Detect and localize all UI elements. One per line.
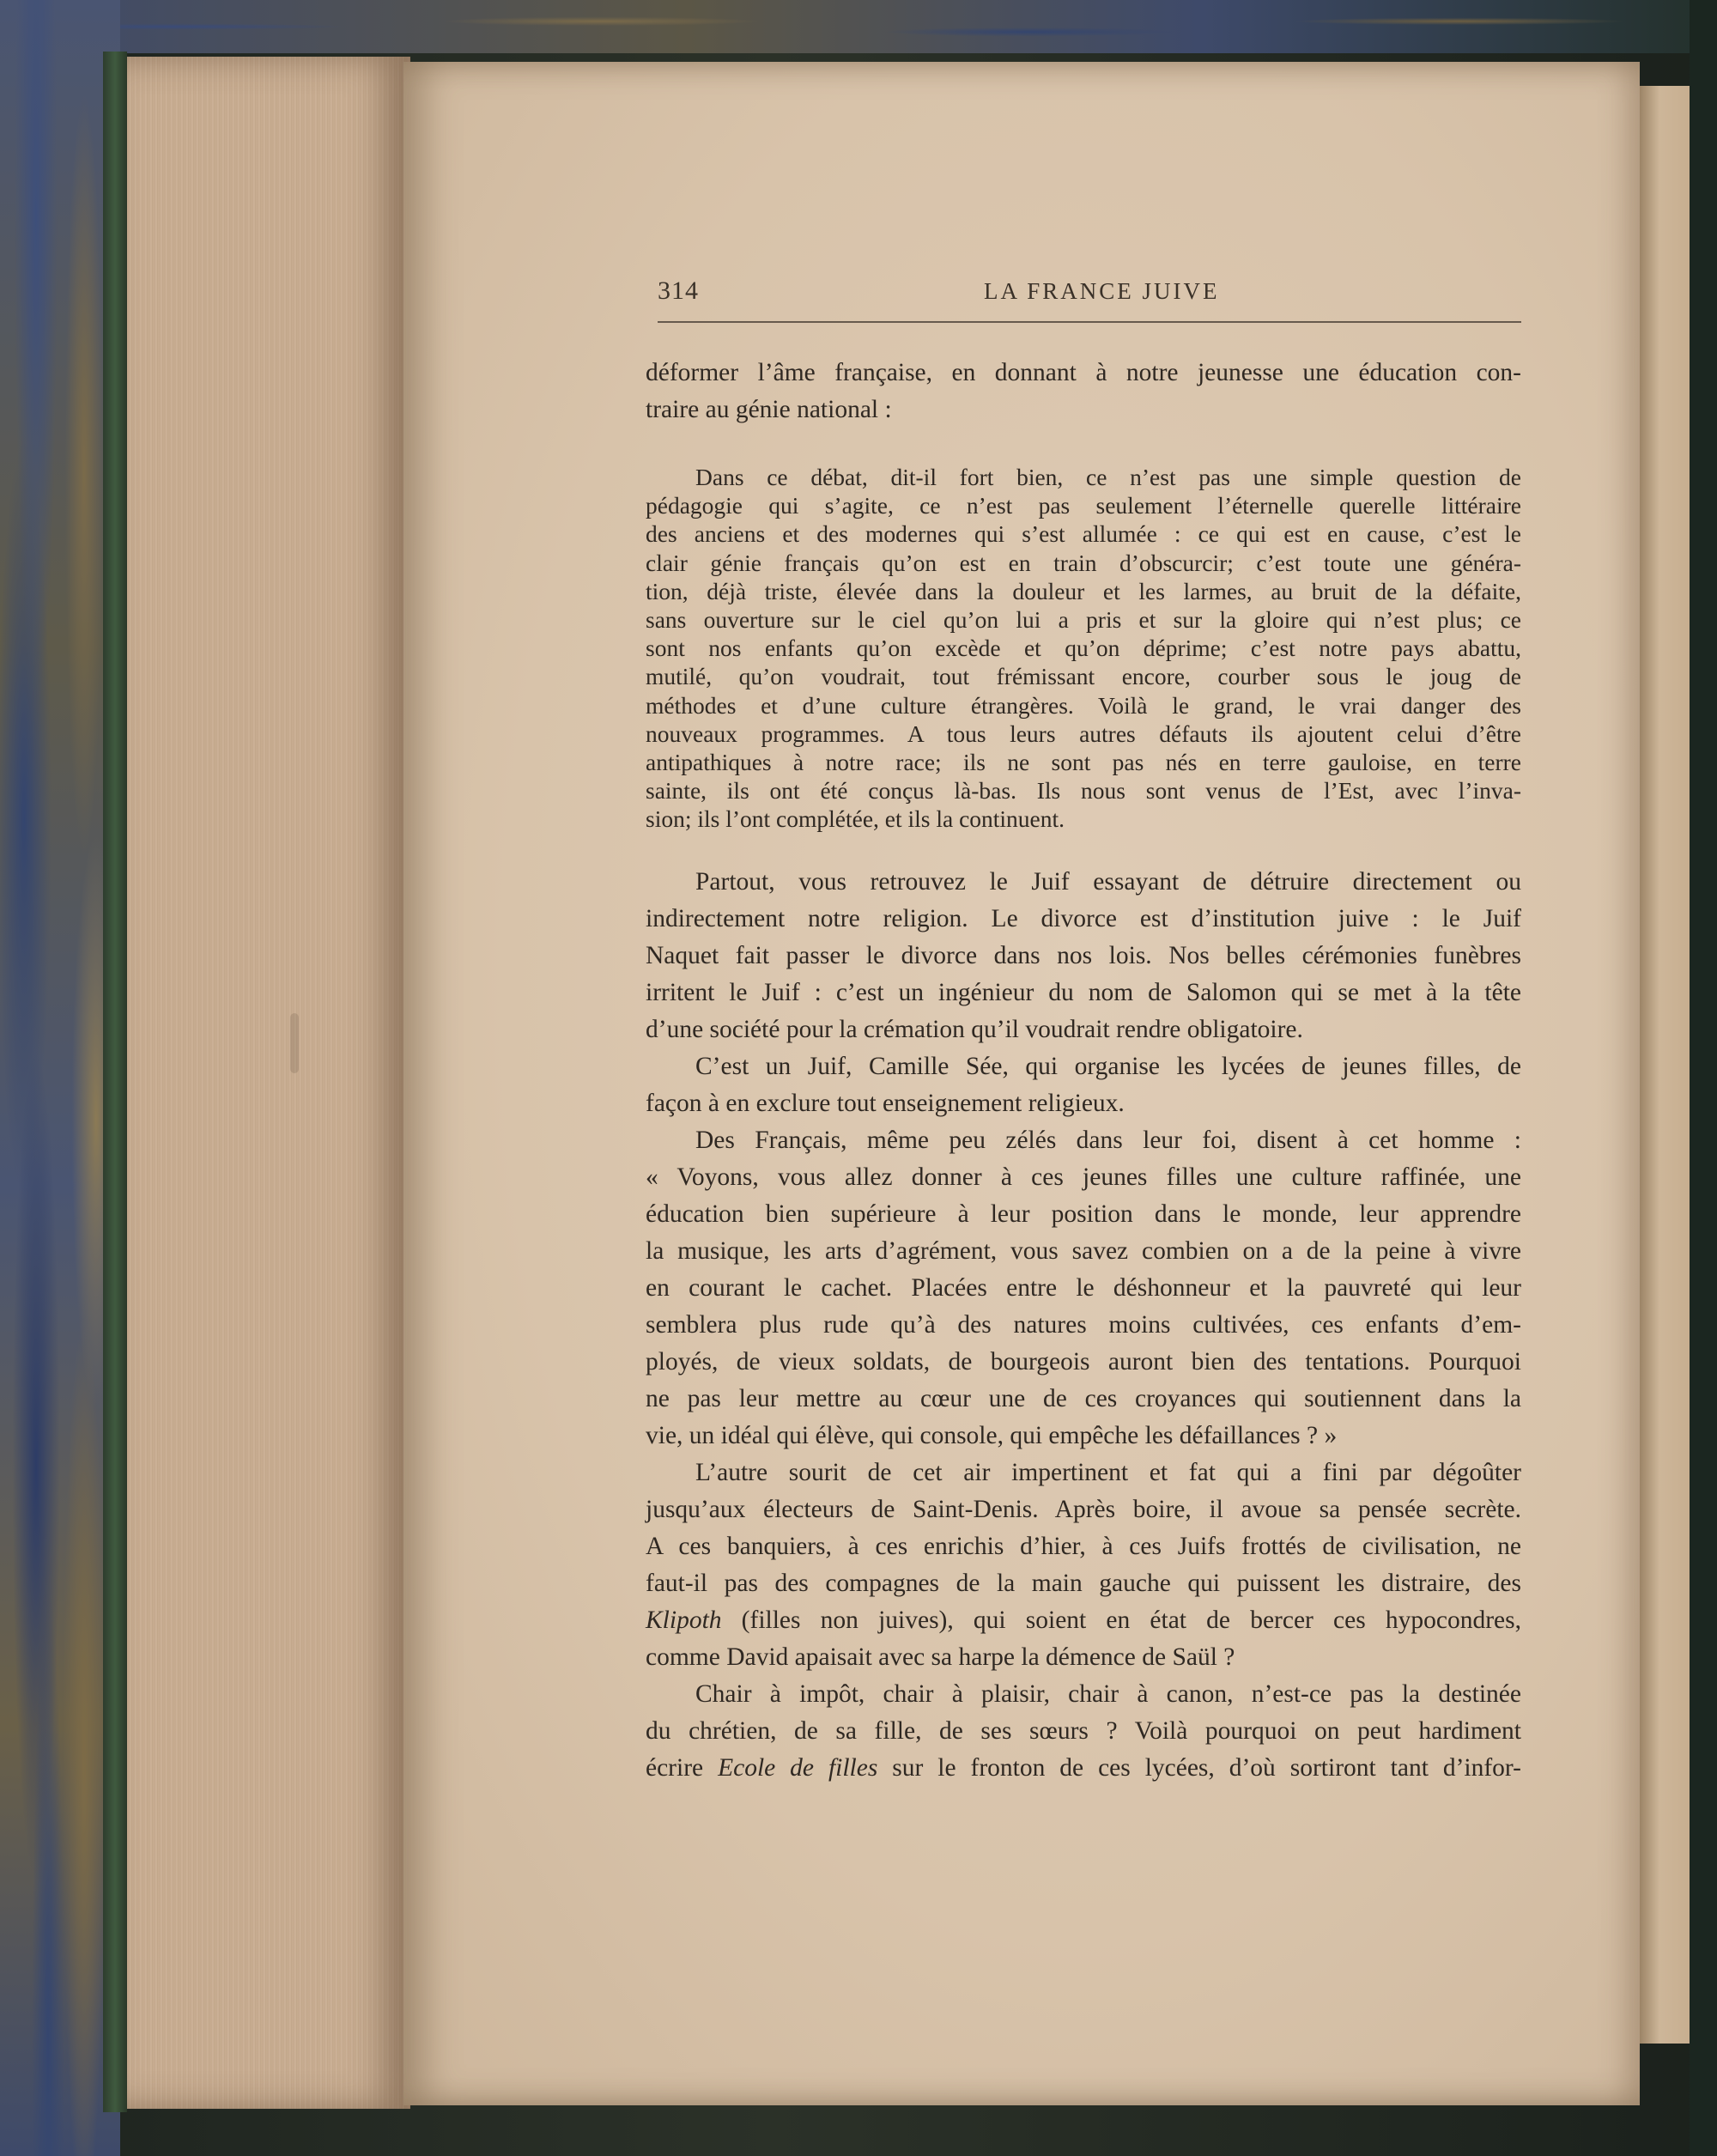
quote-line: sion; ils l’ont complétée, et ils la continuent. [646, 805, 1065, 833]
text-line: faut-il pas des compagnes de la main gauche qui puissent les distraire, des [646, 1570, 1521, 1597]
text-line: Chair à impôt, chair à plaisir, chair à canon, n’est-ce pas la destinée [695, 1680, 1521, 1708]
intro-paragraph [646, 355, 1521, 428]
quote-line: des anciens et des modernes qui s’est allumée : ce qui est en cause, c’est le [646, 520, 1521, 548]
text-line: déformer l’âme française, en donnant à notre jeunesse une éducation con- [646, 359, 1521, 386]
text-line-with-italic [646, 1602, 1521, 1639]
page-smudge [290, 1013, 299, 1073]
quote-line: mutilé, qu’on voudrait, tout frémissant encore, courber sous le joug de [646, 663, 1521, 690]
text-line: traire au génie national : [646, 396, 892, 423]
text-line: ployés, de vieux soldats, de bourgeois auront bien des tentations. Pourquoi [646, 1348, 1521, 1376]
paragraph-des-francais [646, 1122, 1521, 1455]
text-line: la musique, les arts d’agrément, vous savez combien on a de la peine à vivre [646, 1237, 1521, 1265]
header-rule [658, 321, 1521, 323]
right-cover-board [1690, 0, 1717, 2156]
text-line: « Voyons, vous allez donner à ces jeunes filles une culture raffinée, une [646, 1163, 1521, 1191]
text-line: Des Français, même peu zélés dans leur foi, disent à cet homme : [695, 1127, 1521, 1154]
paragraph-camille-see [646, 1048, 1521, 1122]
page-number: 314 [658, 276, 699, 305]
paragraph-chair [646, 1676, 1521, 1787]
page-stack-edge [127, 57, 410, 2109]
paragraph-partout [646, 864, 1521, 1048]
paragraph-l-autre [646, 1455, 1521, 1676]
marbled-cover-left [0, 0, 120, 2156]
text-line-with-italic [646, 1750, 1521, 1787]
marbled-cover-top [0, 0, 1717, 53]
quote-line: pédagogie qui s’agite, ce n’est pas seulement l’éternelle querelle littéraire [646, 492, 1521, 519]
next-page-edge [1640, 86, 1690, 2044]
text-line: d’une société pour la crémation qu’il voudrait rendre obligatoire. [646, 1016, 1303, 1043]
quote-line: nouveaux programmes. A tous leurs autres défauts ils ajoutent celui d’être [646, 720, 1521, 747]
text-line: irritent le Juif : c’est un ingénieur du nom de Salomon qui se met à la tête [646, 979, 1521, 1006]
text-line: indirectement notre religion. Le divorce est d’institution juive : le Juif [646, 905, 1521, 932]
italic-word-klipoth: Klipoth [646, 1606, 722, 1634]
text-line: jusqu’aux électeurs de Saint-Denis. Après boire, il avoue sa pensée secrète. [646, 1496, 1521, 1523]
italic-phrase-ecole-de-filles: Ecole de filles [718, 1754, 878, 1782]
text-line: comme David apaisait avec sa harpe la démence de Saül ? [646, 1643, 1235, 1671]
text-line: A ces banquiers, à ces enrichis d’hier, à ces Juifs frottés de civilisation, ne [646, 1533, 1521, 1560]
quote-line: clair génie français qu’on est en train d’obscurcir; c’est toute une généra- [646, 549, 1521, 576]
text-line: éducation bien supérieure à leur position dans le monde, leur apprendre [646, 1200, 1521, 1228]
text-line: Partout, vous retrouvez le Juif essayant de détruire directement ou [695, 868, 1521, 896]
text-line: en courant le cachet. Placées entre le déshonneur et la pauvreté qui leur [646, 1274, 1521, 1302]
text-line: façon à en exclure tout enseignement religieux. [646, 1090, 1125, 1117]
quote-line: sans ouverture sur le ciel qu’on lui a pris et sur la gloire qui n’est plus; ce [646, 606, 1521, 634]
text-line-start: écrire [646, 1754, 719, 1782]
running-title: LA FRANCE JUIVE [984, 278, 1220, 304]
text-line: semblera plus rude qu’à des natures moins cultivées, ces enfants d’em- [646, 1311, 1521, 1339]
text-line: du chrétien, de sa fille, de ses sœurs ? Voilà pourquoi on peut hardiment [646, 1717, 1521, 1745]
text-line-end: sur le fronton de ces lycées, d’où sortiront tant d’infor- [877, 1754, 1521, 1782]
quote-line: sainte, ils ont été conçus là-bas. Ils nous sont venus de l’Est, avec l’inva- [646, 777, 1521, 805]
text-line: L’autre sourit de cet air impertinent et fat qui a fini par dégoûter [695, 1459, 1521, 1486]
cover-spine-edge [103, 52, 127, 2112]
quote-line: antipathiques à notre race; ils ne sont pas nés en terre gauloise, en terre [646, 749, 1521, 776]
block-quote [646, 463, 1521, 834]
quote-line: Dans ce débat, dit-il fort bien, ce n’est pas une simple question de [695, 464, 1521, 490]
text-line: Naquet fait passer le divorce dans nos lois. Nos belles cérémonies funèbres [646, 942, 1521, 969]
text-line: C’est un Juif, Camille Sée, qui organise les lycées de jeunes filles, de [695, 1053, 1521, 1080]
text-line: ne pas leur mettre au cœur une de ces croyances qui soutiennent dans la [646, 1385, 1521, 1412]
quote-line: méthodes et d’une culture étrangères. Voilà le grand, le vrai danger des [646, 691, 1521, 719]
text-line: vie, un idéal qui élève, qui console, qui empêche les défaillances ? » [646, 1422, 1338, 1449]
quote-line: sont nos enfants qu’on excède et qu’on déprime; c’est notre pays abattu, [646, 635, 1521, 662]
quote-line: tion, déjà triste, élevée dans la douleur et les larmes, au bruit de la défaite, [646, 577, 1521, 604]
text-line-rest: (filles non juives), qui soient en état de bercer ces hypocondres, [721, 1606, 1521, 1634]
page-header [658, 276, 1521, 311]
